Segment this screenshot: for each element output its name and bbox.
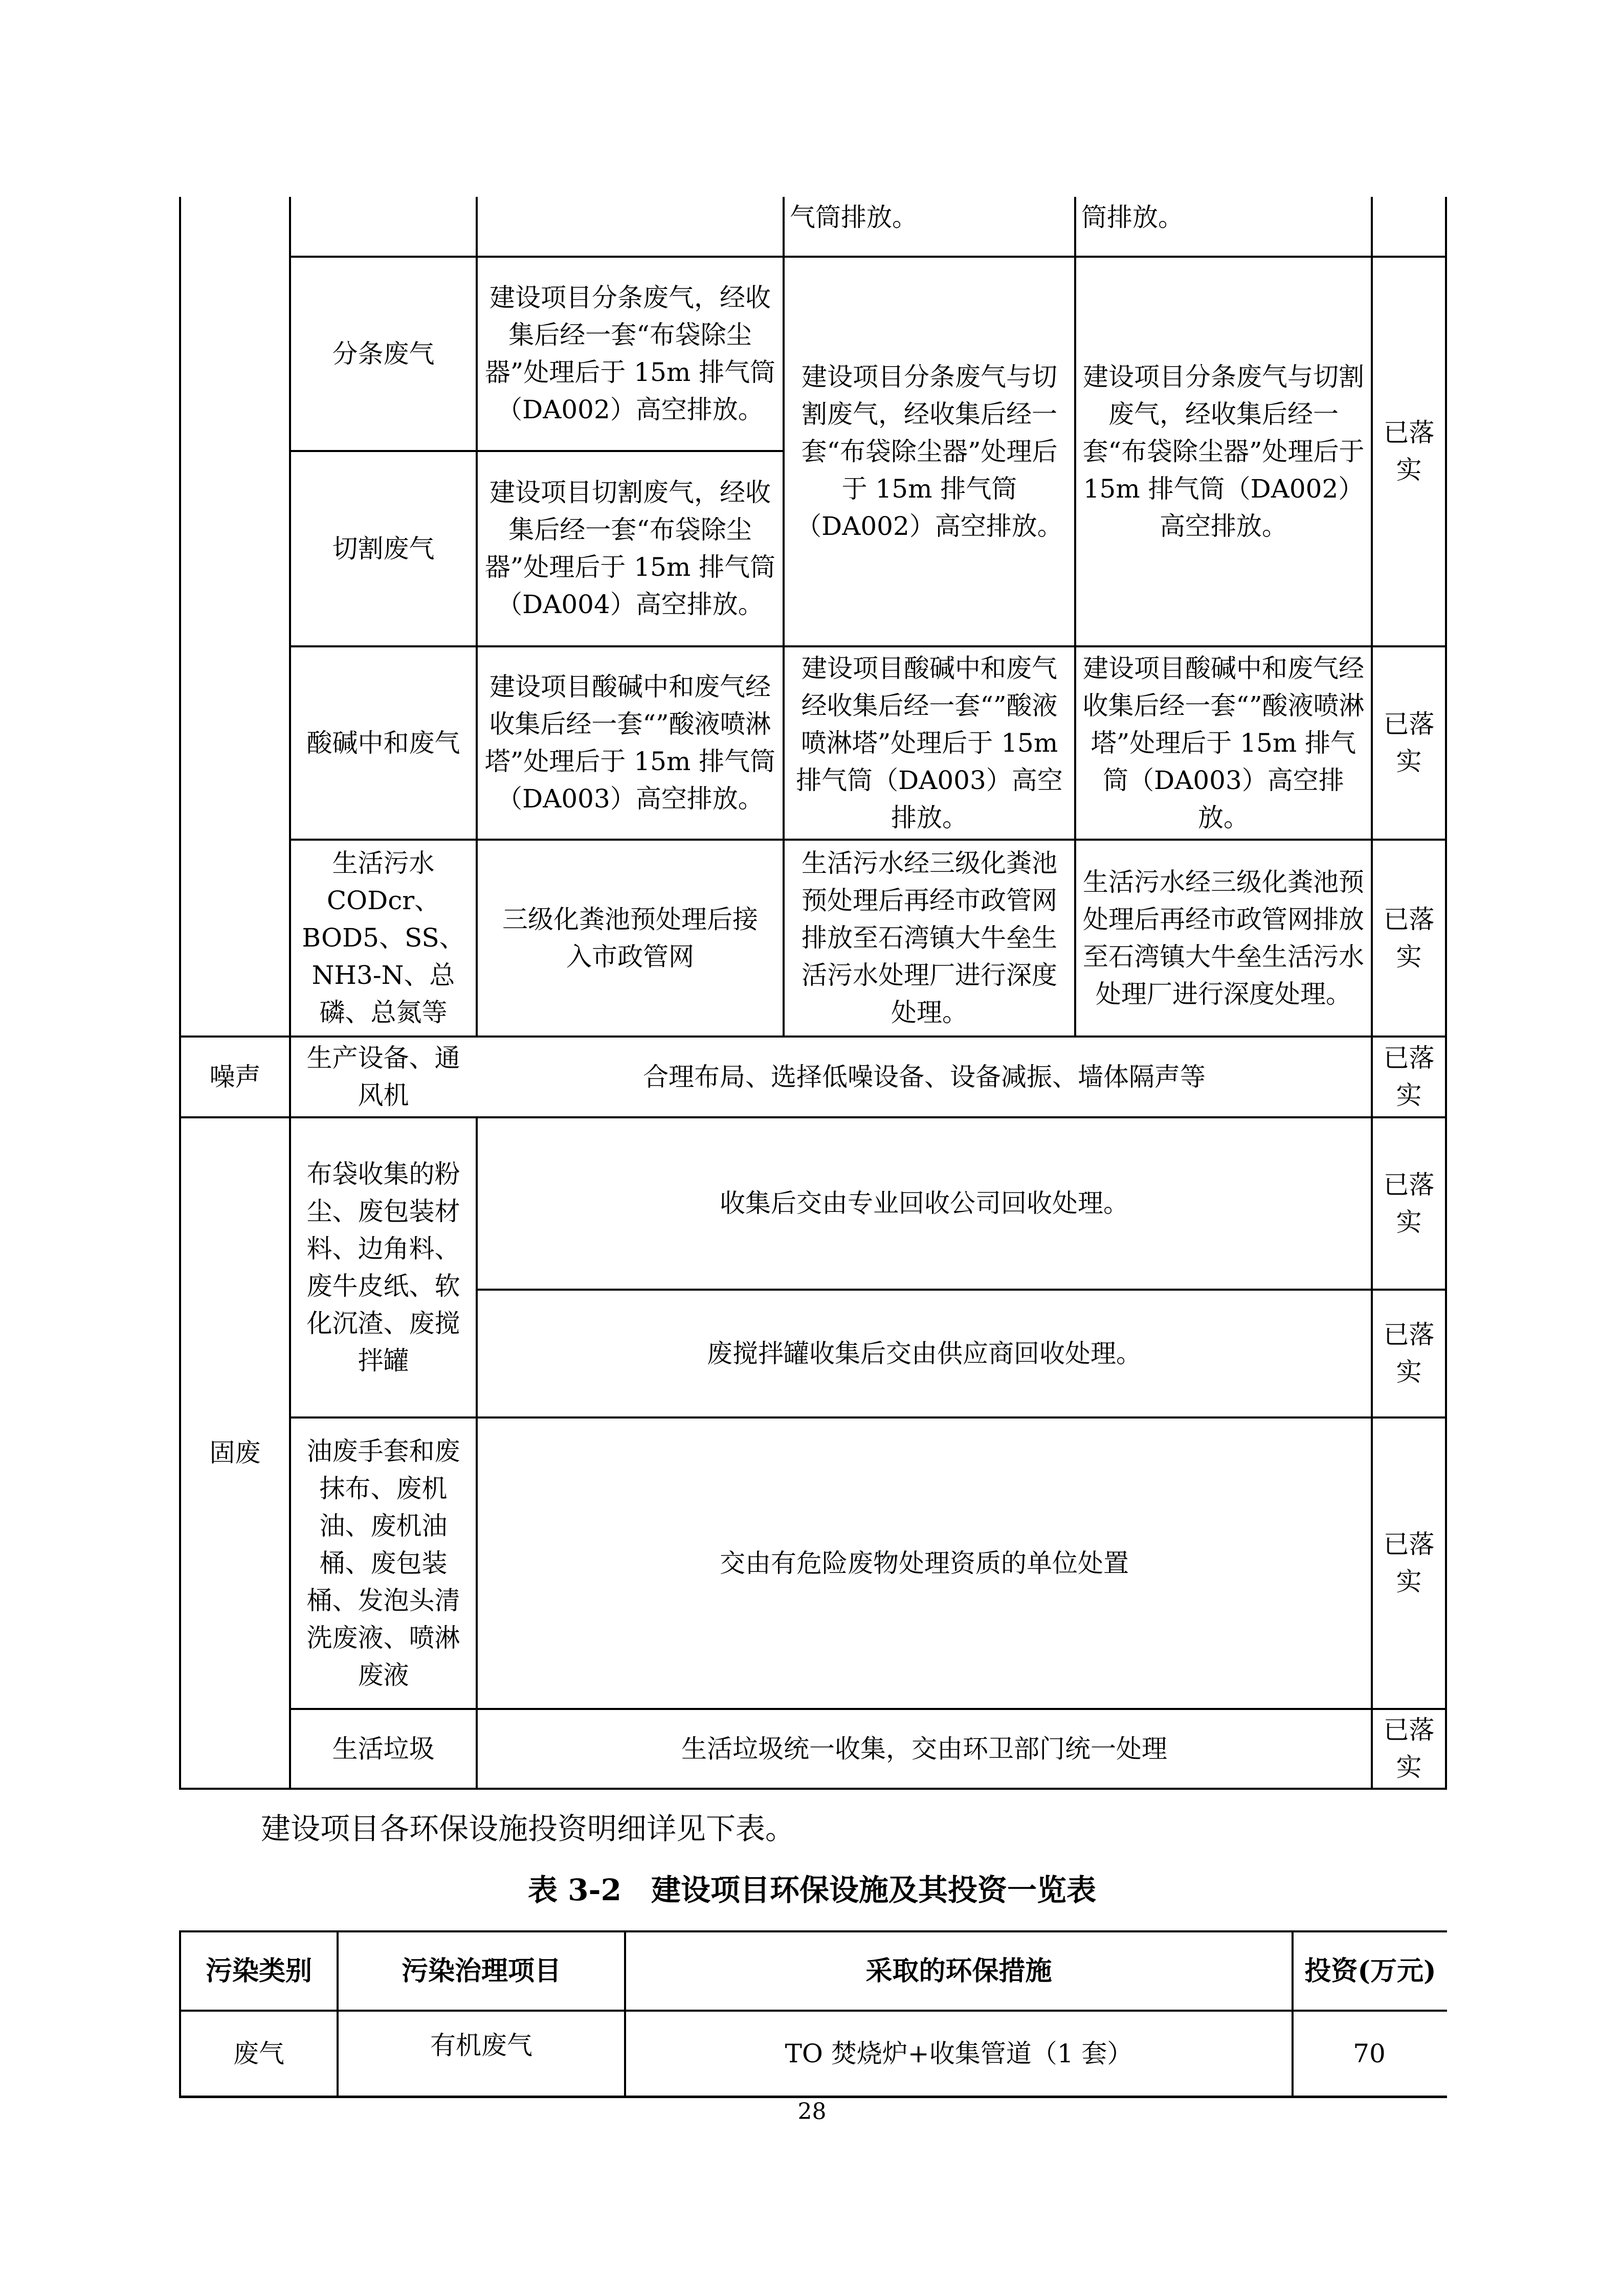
exhaust-end-col4: 气筒排放。 <box>790 202 918 232</box>
slit-cut-status: 已落实 <box>1383 418 1435 485</box>
header-investment: 投资(万元) <box>1304 1955 1436 1987</box>
acid-gas-item: 酸碱中和废气 <box>306 728 460 758</box>
acid-gas-col4: 建设项目酸碱中和废气经收集后经一套“”酸液喷淋塔”处理后于 15m 排气筒（DA003）高空排放。 <box>796 653 1063 832</box>
slit-cut-col5: 建设项目分条废气与切割废气，经收集后经一套“布袋除尘器”处理后于 15m 排气筒（DA002）高空排放。 <box>1082 362 1365 541</box>
solid-item-general: 布袋收集的粉尘、废包装材料、边角料、废牛皮纸、软化沉渣、废搅拌罐 <box>306 1159 460 1376</box>
cutting-gas-measure: 建设项目切割废气，经收集后经一套“布袋除尘器”处理后于 15m 排气筒（DA004）高空排放。 <box>484 478 776 619</box>
noise-category: 噪声 <box>209 1062 261 1092</box>
sewage-col4: 生活污水经三级化粪池预处理后再经市政管网排放至石湾镇大牛垒生活污水处理厂进行深度处理。 <box>802 848 1057 1027</box>
noise-item: 生产设备、通风机 <box>306 1043 460 1110</box>
solid-measure-hazardous: 交由有危险废物处理资质的单位处置 <box>720 1548 1129 1578</box>
slitting-gas-item: 分条废气 <box>332 339 435 369</box>
intro-paragraph: 建设项目各环保设施投资明细详见下表。 <box>261 1811 795 1846</box>
page-number: 28 <box>797 2099 827 2125</box>
solid-measure-tank: 废搅拌罐收集后交由供应商回收处理。 <box>707 1338 1142 1368</box>
solid-status-tank: 已落实 <box>1383 1320 1435 1387</box>
solid-measure-garbage: 生活垃圾统一收集，交由环卫部门统一处理 <box>681 1734 1167 1764</box>
noise-status: 已落实 <box>1383 1043 1435 1110</box>
noise-measure: 合理布局、选择低噪设备、设备减振、墙体隔声等 <box>643 1062 1206 1092</box>
row-category: 废气 <box>233 2038 284 2068</box>
header-measure: 采取的环保措施 <box>865 1955 1052 1987</box>
acid-gas-measure: 建设项目酸碱中和废气经收集后经一套“”酸液喷淋塔”处理后于 15m 排气筒（DA003）高空排放。 <box>484 672 776 814</box>
acid-gas-status: 已落实 <box>1383 709 1435 776</box>
header-category: 污染类别 <box>205 1955 312 1987</box>
slit-cut-col4: 建设项目分条废气与切割废气，经收集后经一套“布袋除尘器”处理后于 15m 排气筒（DA002）高空排放。 <box>796 362 1063 541</box>
solid-status-recycle: 已落实 <box>1383 1169 1435 1237</box>
cutting-gas-item: 切割废气 <box>332 533 435 564</box>
exhaust-end-col5: 筒排放。 <box>1081 202 1184 232</box>
header-project: 污染治理项目 <box>401 1955 561 1987</box>
row-project: 有机废气 <box>430 2031 532 2060</box>
table-caption: 表 3-2 建设项目环保设施及其投资一览表 <box>528 1873 1096 1907</box>
slitting-gas-measure: 建设项目分条废气，经收集后经一套“布袋除尘器”处理后于 15m 排气筒（DA002）高空排放。 <box>484 283 776 424</box>
sewage-measure: 三级化粪池预处理后接入市政管网 <box>502 904 758 972</box>
solid-measure-recycle: 收集后交由专业回收公司回收处理。 <box>720 1188 1129 1218</box>
sewage-col5: 生活污水经三级化粪池预处理后再经市政管网排放至石湾镇大牛垒生活污水处理厂进行深度处理。 <box>1083 867 1364 1009</box>
solid-status-hazardous: 已落实 <box>1383 1529 1435 1596</box>
solid-status-garbage: 已落实 <box>1383 1715 1435 1782</box>
acid-gas-col5: 建设项目酸碱中和废气经收集后经一套“”酸液喷淋塔”处理后于 15m 排气筒（DA003）高空排放。 <box>1082 653 1365 832</box>
row-measure: TO 焚烧炉+收集管道（1 套） <box>785 2038 1133 2068</box>
sewage-status: 已落实 <box>1383 904 1435 972</box>
solid-item-garbage: 生活垃圾 <box>332 1734 435 1764</box>
row-investment: 70 <box>1353 2038 1386 2068</box>
solid-item-hazardous: 油废手套和废抹布、废机油、废机油桶、废包装桶、发泡头清洗废液、喷淋废液 <box>306 1436 460 1690</box>
sewage-item: 生活污水 CODcr、BOD5、SS、NH3-N、总磷、总氮等 <box>302 848 465 1027</box>
solid-waste-category: 固废 <box>209 1438 261 1468</box>
